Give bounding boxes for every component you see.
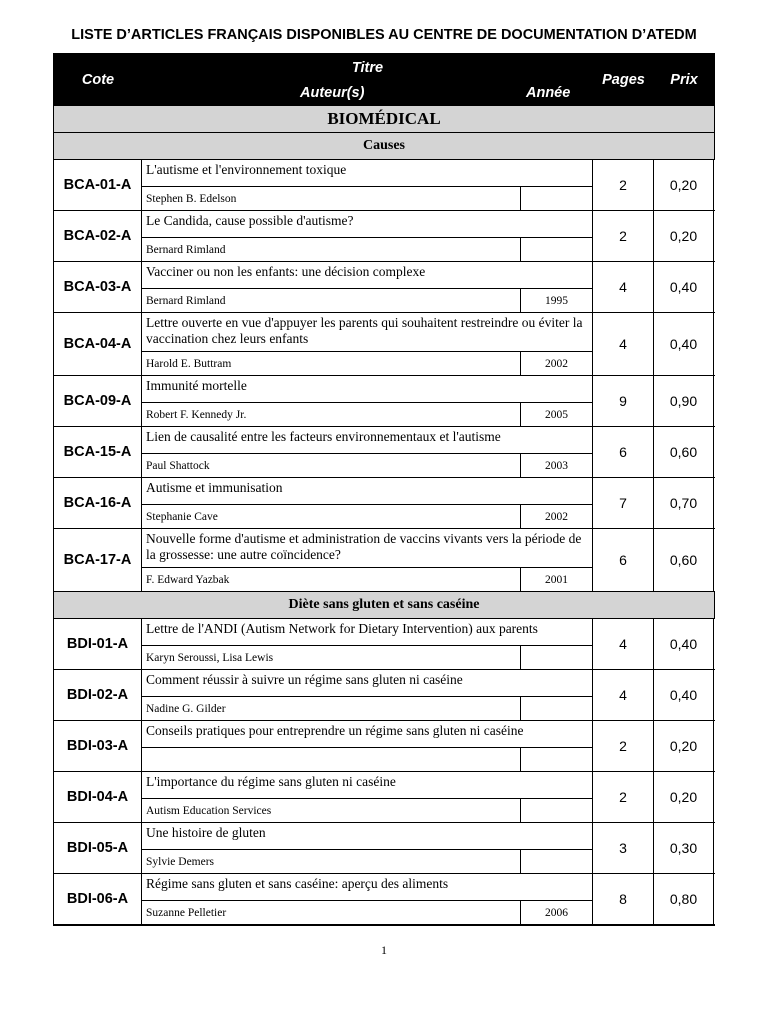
table-row xyxy=(54,721,715,772)
page-number: 1 xyxy=(381,943,387,957)
article-title: L'importance du régime sans gluten ni caséine xyxy=(142,772,592,799)
table-row xyxy=(54,529,715,592)
prix-cell: 0,40 xyxy=(654,619,714,669)
cote-cell: BCA-15-A xyxy=(54,427,142,477)
prix-cell: 0,40 xyxy=(654,262,714,312)
prix-cell: 0,40 xyxy=(654,313,714,375)
year-cell xyxy=(521,748,592,771)
cote-cell: BDI-02-A xyxy=(54,670,142,720)
table-row xyxy=(54,160,715,211)
title-author-cell xyxy=(142,427,593,477)
author-cell: Autism Education Services xyxy=(142,799,521,822)
pages-cell: 7 xyxy=(593,478,654,528)
title-author-cell xyxy=(142,823,593,873)
table-row xyxy=(54,313,715,376)
cote-cell: BCA-17-A xyxy=(54,529,142,591)
article-title: Nouvelle forme d'autisme et administration de vaccins vivants vers la période de la grossesse: une autre coïncidence? xyxy=(142,529,592,568)
title-author-cell xyxy=(142,376,593,426)
year-cell: 2002 xyxy=(545,510,568,523)
byline xyxy=(142,748,592,771)
table-row xyxy=(54,874,715,925)
byline xyxy=(142,568,592,591)
cote-cell: BDI-05-A xyxy=(54,823,142,873)
author-cell: Stephanie Cave xyxy=(142,505,521,528)
pages-cell: 2 xyxy=(593,211,654,261)
pages-cell: 6 xyxy=(593,529,654,591)
author-cell xyxy=(142,748,521,771)
page-title: LISTE D’ARTICLES FRANÇAIS DISPONIBLES AU CENTRE DE DOCUMENTATION D’ATEDM xyxy=(71,27,697,43)
title-author-cell xyxy=(142,670,593,720)
title-author-cell xyxy=(142,160,593,210)
article-title: Régime sans gluten et sans caséine: aperçu des aliments xyxy=(142,874,592,901)
header-pages: Pages xyxy=(602,72,645,88)
table-row xyxy=(54,262,715,313)
article-title: Immunité mortelle xyxy=(142,376,592,403)
prix-cell: 0,70 xyxy=(654,478,714,528)
byline xyxy=(142,238,592,261)
pages-cell: 4 xyxy=(593,619,654,669)
author-cell: Karyn Seroussi, Lisa Lewis xyxy=(142,646,521,669)
year-cell: 2002 xyxy=(545,357,568,370)
article-title: Le Candida, cause possible d'autisme? xyxy=(142,211,592,238)
cote-cell: BDI-04-A xyxy=(54,772,142,822)
title-author-cell xyxy=(142,313,593,375)
pages-cell: 2 xyxy=(593,772,654,822)
prix-cell: 0,60 xyxy=(654,427,714,477)
table-row xyxy=(54,670,715,721)
author-cell: Harold E. Buttram xyxy=(142,352,521,375)
author-cell: Bernard Rimland xyxy=(142,289,521,312)
title-author-cell xyxy=(142,619,593,669)
year-cell: 2001 xyxy=(545,573,568,586)
title-author-cell xyxy=(142,262,593,312)
author-cell: Nadine G. Gilder xyxy=(142,697,521,720)
table-row xyxy=(54,211,715,262)
prix-cell: 0,60 xyxy=(654,529,714,591)
byline xyxy=(142,187,592,210)
author-cell: Robert F. Kennedy Jr. xyxy=(142,403,521,426)
table-row xyxy=(54,823,715,874)
table-header xyxy=(54,54,715,106)
prix-cell: 0,80 xyxy=(654,874,714,924)
pages-cell: 9 xyxy=(593,376,654,426)
year-cell: 1995 xyxy=(545,294,568,307)
category-heading: Diète sans gluten et sans caséine xyxy=(54,592,715,619)
article-title: Conseils pratiques pour entreprendre un régime sans gluten ni caséine xyxy=(142,721,592,748)
author-cell: F. Edward Yazbak xyxy=(142,568,521,591)
prix-cell: 0,30 xyxy=(654,823,714,873)
prix-cell: 0,90 xyxy=(654,376,714,426)
title-author-cell xyxy=(142,529,593,591)
pages-cell: 2 xyxy=(593,721,654,771)
pages-cell: 2 xyxy=(593,160,654,210)
byline xyxy=(142,901,592,924)
year-cell xyxy=(521,850,592,873)
author-cell: Suzanne Pelletier xyxy=(142,901,521,924)
title-author-cell xyxy=(142,772,593,822)
table-row xyxy=(54,376,715,427)
year-cell: 2006 xyxy=(545,906,568,919)
header-title-author-year xyxy=(142,54,593,106)
pages-cell: 3 xyxy=(593,823,654,873)
title-author-cell xyxy=(142,478,593,528)
cote-cell: BDI-03-A xyxy=(54,721,142,771)
prix-cell: 0,40 xyxy=(654,670,714,720)
pages-cell: 4 xyxy=(593,313,654,375)
author-cell: Sylvie Demers xyxy=(142,850,521,873)
year-cell xyxy=(521,646,592,669)
section-heading: BIOMÉDICAL xyxy=(54,106,715,133)
article-title: Une histoire de gluten xyxy=(142,823,592,850)
cote-cell: BCA-01-A xyxy=(54,160,142,210)
byline xyxy=(142,454,592,477)
article-title: Autisme et immunisation xyxy=(142,478,592,505)
cote-cell: BCA-02-A xyxy=(54,211,142,261)
year-cell xyxy=(521,697,592,720)
header-auteurs: Auteur(s) xyxy=(300,85,365,101)
cote-cell: BCA-16-A xyxy=(54,478,142,528)
article-title: L'autisme et l'environnement toxique xyxy=(142,160,592,187)
header-cote: Cote xyxy=(81,72,115,88)
table-body xyxy=(54,133,715,925)
cote-cell: BCA-03-A xyxy=(54,262,142,312)
author-cell: Paul Shattock xyxy=(142,454,521,477)
article-title: Vacciner ou non les enfants: une décision complexe xyxy=(142,262,592,289)
year-cell xyxy=(521,799,592,822)
article-title: Lien de causalité entre les facteurs environnementaux et l'autisme xyxy=(142,427,592,454)
table-row xyxy=(54,427,715,478)
header-titre: Titre xyxy=(351,60,384,76)
cote-cell: BCA-09-A xyxy=(54,376,142,426)
pages-cell: 4 xyxy=(593,262,654,312)
author-cell: Stephen B. Edelson xyxy=(142,187,521,210)
cote-cell: BDI-06-A xyxy=(54,874,142,924)
prix-cell: 0,20 xyxy=(654,772,714,822)
author-cell: Bernard Rimland xyxy=(142,238,521,261)
byline xyxy=(142,799,592,822)
year-cell xyxy=(521,238,592,261)
article-title: Comment réussir à suivre un régime sans gluten ni caséine xyxy=(142,670,592,697)
header-prix: Prix xyxy=(670,72,698,88)
cote-cell: BCA-04-A xyxy=(54,313,142,375)
prix-cell: 0,20 xyxy=(654,721,714,771)
byline xyxy=(142,352,592,375)
byline xyxy=(142,403,592,426)
cote-cell: BDI-01-A xyxy=(54,619,142,669)
byline xyxy=(142,850,592,873)
article-title: Lettre de l'ANDI (Autism Network for Dietary Intervention) aux parents xyxy=(142,619,592,646)
table-row xyxy=(54,619,715,670)
year-cell: 2003 xyxy=(545,459,568,472)
byline xyxy=(142,289,592,312)
year-cell: 2005 xyxy=(545,408,568,421)
title-author-cell xyxy=(142,211,593,261)
title-author-cell xyxy=(142,874,593,924)
prix-cell: 0,20 xyxy=(654,211,714,261)
year-cell xyxy=(521,187,592,210)
table-row xyxy=(54,478,715,529)
byline xyxy=(142,697,592,720)
pages-cell: 6 xyxy=(593,427,654,477)
byline xyxy=(142,646,592,669)
category-heading: Causes xyxy=(54,133,715,160)
header-annee: Année xyxy=(526,85,571,101)
byline xyxy=(142,505,592,528)
article-catalog-table xyxy=(53,53,715,926)
table-row xyxy=(54,772,715,823)
article-title: Lettre ouverte en vue d'appuyer les parents qui souhaitent restreindre ou éviter la vaccination chez leurs enfants xyxy=(142,313,592,352)
title-author-cell xyxy=(142,721,593,771)
pages-cell: 4 xyxy=(593,670,654,720)
pages-cell: 8 xyxy=(593,874,654,924)
prix-cell: 0,20 xyxy=(654,160,714,210)
